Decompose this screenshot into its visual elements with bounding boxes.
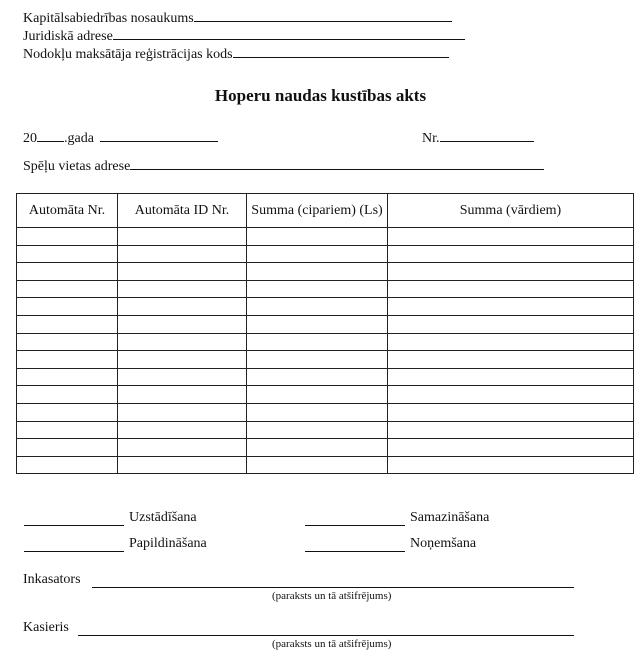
table-cell[interactable] bbox=[247, 245, 388, 263]
table-row bbox=[17, 456, 634, 474]
table-row bbox=[17, 315, 634, 333]
collector-caption: (paraksts un tā atšifrējums) bbox=[272, 590, 392, 602]
table-header-row bbox=[17, 194, 634, 228]
table-cell[interactable] bbox=[388, 456, 634, 474]
table-cell[interactable] bbox=[17, 456, 118, 474]
hopper-cash-table bbox=[16, 193, 634, 474]
table-cell[interactable] bbox=[388, 368, 634, 386]
table-cell[interactable] bbox=[118, 315, 247, 333]
table-row bbox=[17, 280, 634, 298]
table-cell[interactable] bbox=[17, 298, 118, 316]
venue-address-label: Spēļu vietas adrese bbox=[23, 159, 131, 174]
col-sum-words: Summa (vārdiem) bbox=[388, 194, 634, 228]
removal-label: Noņemšana bbox=[410, 536, 477, 551]
table-cell[interactable] bbox=[118, 456, 247, 474]
table-cell[interactable] bbox=[388, 245, 634, 263]
table-cell[interactable] bbox=[17, 368, 118, 386]
tax-code-line[interactable] bbox=[233, 46, 449, 58]
collector-label: Inkasators bbox=[23, 572, 81, 587]
table-cell[interactable] bbox=[388, 439, 634, 457]
tax-code-label: Nodokļu maksātāja reģistrācijas kods bbox=[23, 47, 233, 62]
year-prefix: 20 bbox=[23, 131, 37, 146]
year-suffix: .gada bbox=[64, 131, 94, 146]
table-cell[interactable] bbox=[118, 421, 247, 439]
number-label: Nr. bbox=[422, 131, 440, 146]
table-row bbox=[17, 228, 634, 246]
table-row bbox=[17, 263, 634, 281]
table-cell[interactable] bbox=[247, 439, 388, 457]
collector-signature-line[interactable] bbox=[92, 587, 574, 588]
table-cell[interactable] bbox=[17, 315, 118, 333]
table-cell[interactable] bbox=[118, 386, 247, 404]
replenishment-label: Papildināšana bbox=[129, 536, 207, 551]
table-row bbox=[17, 439, 634, 457]
table-cell[interactable] bbox=[247, 333, 388, 351]
table-cell[interactable] bbox=[118, 351, 247, 369]
installation-label: Uzstādīšana bbox=[129, 510, 197, 525]
table-cell[interactable] bbox=[118, 228, 247, 246]
company-name-field bbox=[23, 10, 452, 27]
tax-code-field bbox=[23, 46, 449, 63]
installation-line[interactable] bbox=[24, 525, 124, 526]
company-name-label: Kapitālsabiedrības nosaukums bbox=[23, 11, 194, 26]
col-machine-id: Automāta ID Nr. bbox=[118, 194, 247, 228]
company-name-line[interactable] bbox=[194, 10, 452, 22]
table-cell[interactable] bbox=[388, 421, 634, 439]
table-row bbox=[17, 351, 634, 369]
table-cell[interactable] bbox=[17, 245, 118, 263]
table-cell[interactable] bbox=[17, 280, 118, 298]
table-cell[interactable] bbox=[388, 280, 634, 298]
table-cell[interactable] bbox=[17, 351, 118, 369]
table-body bbox=[17, 228, 634, 474]
table-cell[interactable] bbox=[17, 333, 118, 351]
replenishment-line[interactable] bbox=[24, 551, 124, 552]
table-cell[interactable] bbox=[388, 263, 634, 281]
legal-address-line[interactable] bbox=[113, 28, 465, 40]
table-row bbox=[17, 403, 634, 421]
date-field bbox=[23, 130, 218, 147]
table-cell[interactable] bbox=[247, 228, 388, 246]
table-cell[interactable] bbox=[388, 228, 634, 246]
cashier-caption: (paraksts un tā atšifrējums) bbox=[272, 638, 392, 650]
table-cell[interactable] bbox=[118, 280, 247, 298]
reduction-label: Samazināšana bbox=[410, 510, 490, 525]
table-row bbox=[17, 368, 634, 386]
table-cell[interactable] bbox=[247, 263, 388, 281]
table-cell[interactable] bbox=[247, 386, 388, 404]
table-cell[interactable] bbox=[17, 439, 118, 457]
venue-address-line[interactable] bbox=[130, 158, 544, 170]
legal-address-field bbox=[23, 28, 465, 45]
table-cell[interactable] bbox=[388, 298, 634, 316]
table-cell[interactable] bbox=[17, 403, 118, 421]
document-title: Hoperu naudas kustības akts bbox=[214, 86, 427, 105]
table-cell[interactable] bbox=[118, 333, 247, 351]
table-cell[interactable] bbox=[247, 368, 388, 386]
table-row bbox=[17, 421, 634, 439]
table-cell[interactable] bbox=[118, 439, 247, 457]
table-cell[interactable] bbox=[388, 386, 634, 404]
year-line[interactable] bbox=[37, 130, 64, 142]
number-field bbox=[422, 130, 534, 147]
legal-address-label: Juridiskā adrese bbox=[23, 29, 113, 44]
table-cell[interactable] bbox=[247, 403, 388, 421]
table-row bbox=[17, 245, 634, 263]
col-sum-digits: Summa (cipariem) (Ls) bbox=[247, 194, 388, 228]
table-cell[interactable] bbox=[17, 263, 118, 281]
table-cell[interactable] bbox=[388, 351, 634, 369]
table-cell[interactable] bbox=[118, 368, 247, 386]
removal-line[interactable] bbox=[305, 551, 405, 552]
cashier-signature-line[interactable] bbox=[78, 635, 574, 636]
table-cell[interactable] bbox=[388, 315, 634, 333]
table-cell[interactable] bbox=[17, 386, 118, 404]
table-cell[interactable] bbox=[247, 456, 388, 474]
table-cell[interactable] bbox=[118, 403, 247, 421]
table-cell[interactable] bbox=[17, 228, 118, 246]
table-row bbox=[17, 386, 634, 404]
table-cell[interactable] bbox=[388, 403, 634, 421]
table-cell[interactable] bbox=[17, 421, 118, 439]
table-row bbox=[17, 298, 634, 316]
table-row bbox=[17, 333, 634, 351]
table-cell[interactable] bbox=[118, 263, 247, 281]
table-cell[interactable] bbox=[247, 280, 388, 298]
cashier-label: Kasieris bbox=[23, 620, 69, 635]
table-cell[interactable] bbox=[118, 298, 247, 316]
date-line[interactable] bbox=[100, 130, 218, 142]
venue-address-field bbox=[23, 158, 544, 175]
col-machine-number: Automāta Nr. bbox=[17, 194, 118, 228]
table-cell[interactable] bbox=[247, 421, 388, 439]
table-cell[interactable] bbox=[247, 315, 388, 333]
table-cell[interactable] bbox=[388, 333, 634, 351]
reduction-line[interactable] bbox=[305, 525, 405, 526]
table-cell[interactable] bbox=[247, 298, 388, 316]
number-line[interactable] bbox=[440, 130, 534, 142]
table-cell[interactable] bbox=[247, 351, 388, 369]
table-cell[interactable] bbox=[118, 245, 247, 263]
